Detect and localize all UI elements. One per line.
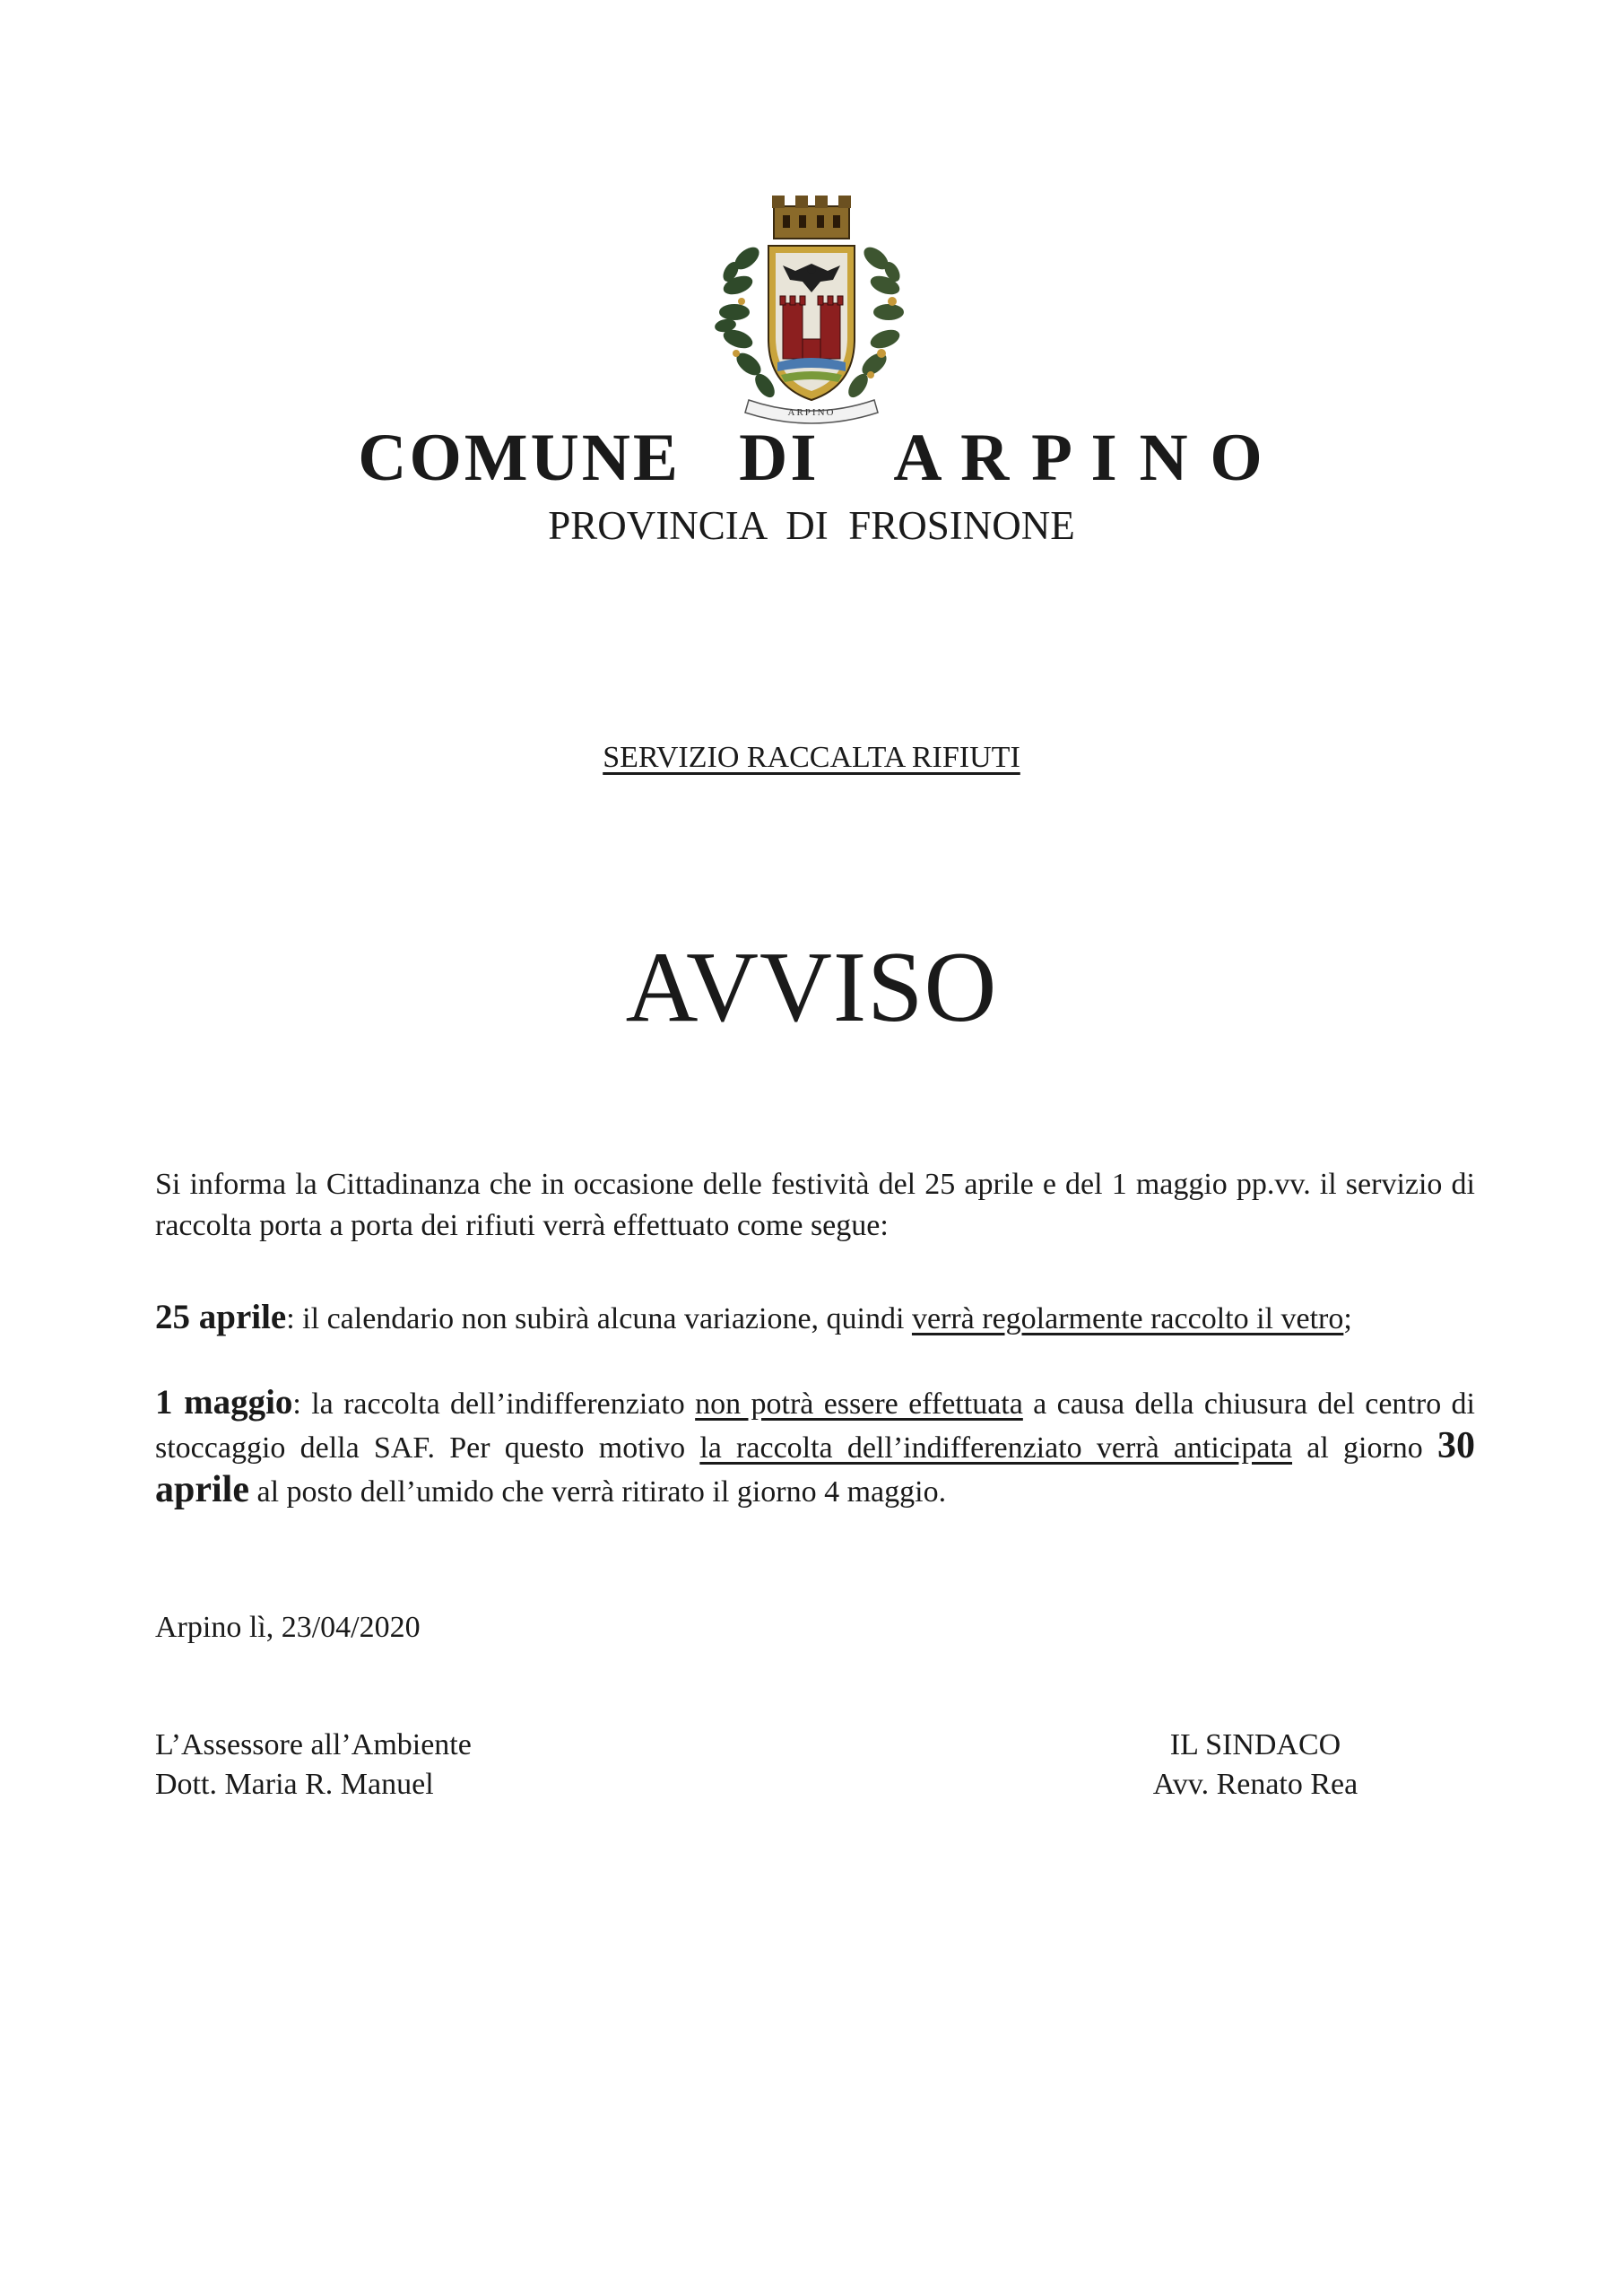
coat-of-arms-icon (713, 187, 910, 429)
may1-underlined-2: la raccolta dell’indifferenziato verrà anticipata (699, 1431, 1293, 1465)
april25-paragraph (155, 1297, 1475, 1340)
may1-paragraph (155, 1382, 1475, 1513)
april25-end: ; (1343, 1302, 1352, 1335)
svg-text:ARPINO: ARPINO (787, 407, 836, 418)
signature-right (1103, 1726, 1408, 1805)
signature-left-role: L’Assessore all’Ambiente (155, 1728, 472, 1761)
signature-left (155, 1726, 472, 1805)
may1-date-bold: 30 aprile (155, 1425, 1475, 1510)
may1-text-3: al giorno (1292, 1431, 1437, 1465)
place-date: Arpino lì, 23/04/2020 (155, 1611, 421, 1644)
may1-text-4: al posto dell’umido che verrà ritirato il giorno 4 maggio. (248, 1475, 947, 1509)
may1-label: 1 maggio (155, 1383, 293, 1422)
april25-underlined: verrà regolarmente raccolto il vetro (911, 1302, 1344, 1335)
signature-right-role: IL SINDACO (1169, 1728, 1341, 1761)
signature-right-name: Avv. Renato Rea (1152, 1768, 1358, 1801)
april25-text: : il calendario non subirà alcuna variazione, quindi (286, 1302, 912, 1335)
intro-paragraph: Si informa la Cittadinanza che in occasione delle festività del 25 aprile e del 1 maggio pp.vv. il servizio di raccolta porta a porta dei rifiuti verrà effettuato come segue: (155, 1168, 1475, 1242)
page-subtitle: PROVINCIA DI FROSINONE (548, 503, 1075, 548)
page-title: COMUNE DI A R P I N O (358, 421, 1265, 495)
april25-label: 25 aprile (155, 1298, 287, 1336)
may1-text-2: a causa della chiusura del centro di stoccaggio della SAF. Per questo motivo (155, 1387, 1475, 1465)
notice-title: AVVISO (625, 932, 998, 1043)
may1-underlined-1: non potrà essere effettuata (695, 1387, 1023, 1421)
signature-left-name: Dott. Maria R. Manuel (155, 1768, 434, 1801)
may1-text-1: : la raccolta dell’indifferenziato (292, 1387, 696, 1421)
service-heading: SERVIZIO RACCALTA RIFIUTI (603, 741, 1020, 774)
